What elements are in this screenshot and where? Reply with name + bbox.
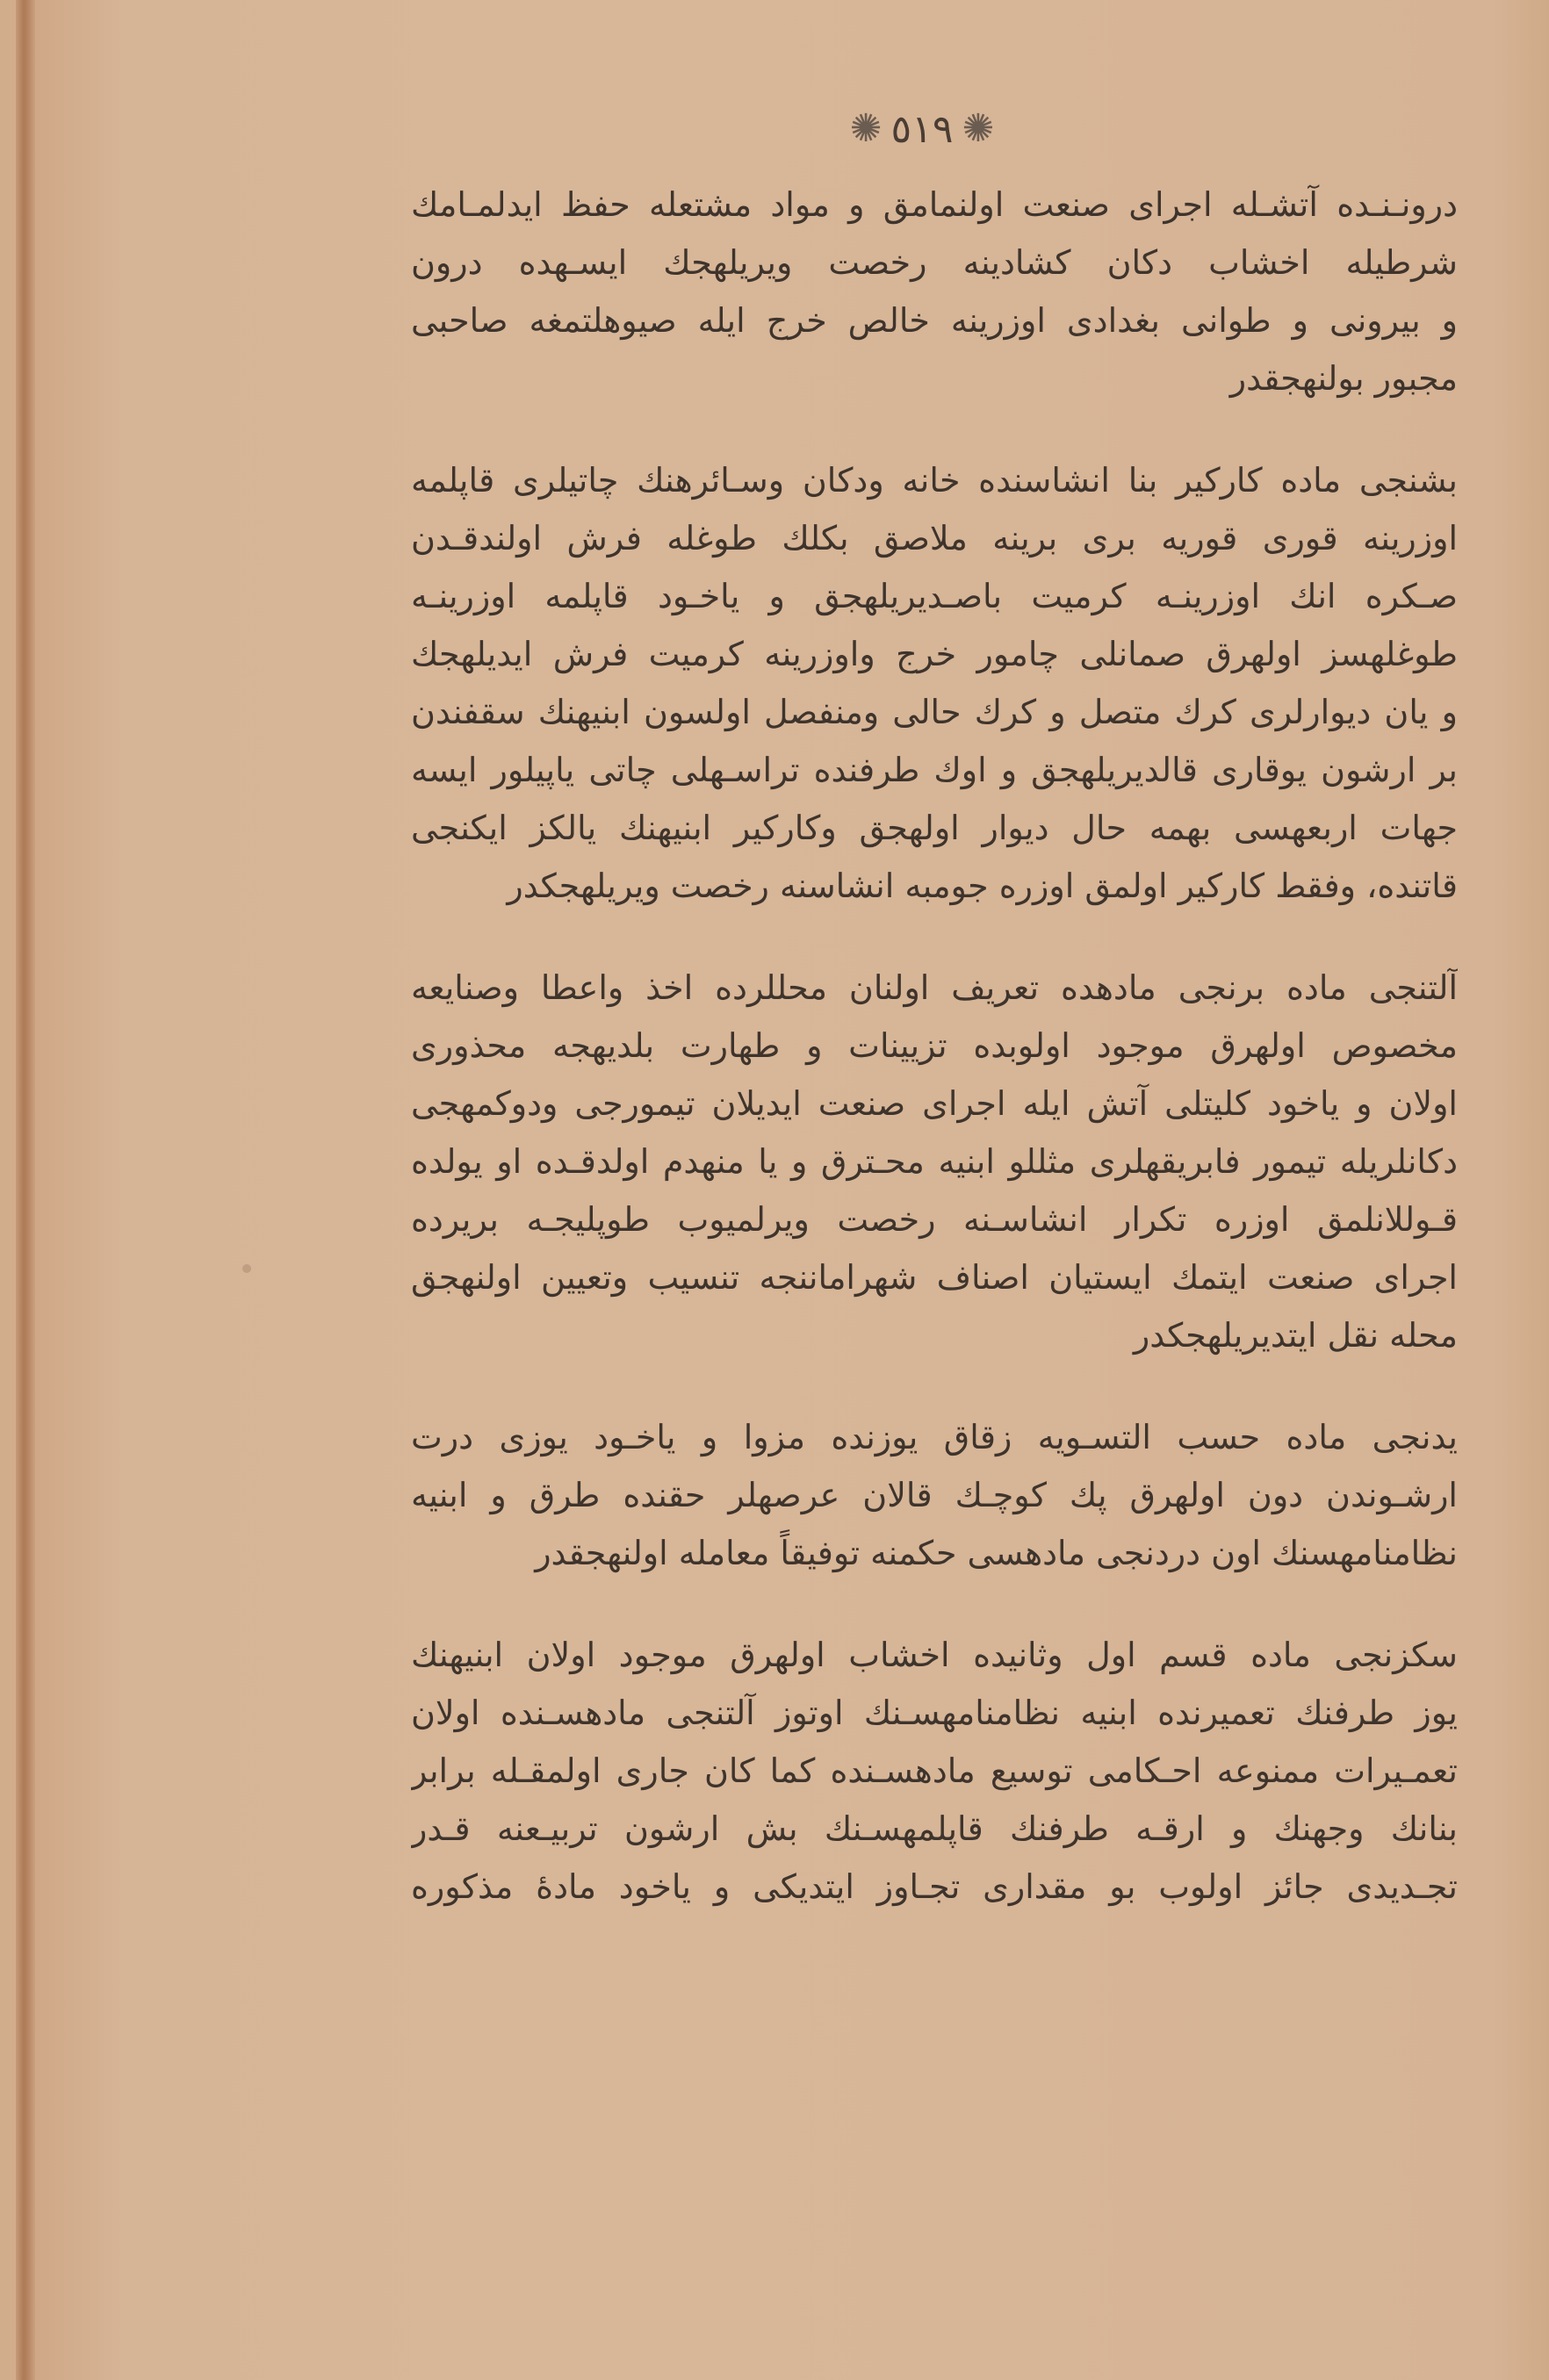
ornament-left-icon: ✺ [849, 106, 883, 151]
text-line: جهات اربعهسی بهمه حال دیوار اولهجق وکارکیر ابنیهنك یالکز ایکنجی [411, 809, 1458, 847]
text-line: ارشـوندن دون اولهرق پك کوچـك قالان عرصهلر حقنده طرق و ابنیه [411, 1476, 1458, 1514]
page-number: ٥١٩ [890, 106, 954, 152]
text-line: نظامنامهسنك اون دردنجی مادهسی حکمنه توفیقاً معامله اولنهجقدر [535, 1534, 1458, 1572]
text-line: اوزرینه قوری قوریه بری برینه ملاصق بکلك طوغله فرش اولندقـدن [411, 519, 1458, 557]
text-line: مجبور بولنهجقدر [1229, 359, 1458, 398]
text-line: بشنجی ماده کارکیر بنا انشاسنده خانه ودکان وسـائرهنك چاتیلری قاپلمه [411, 461, 1458, 500]
page-number-header [839, 98, 1005, 160]
text-line: دکانلریله تیمور فابریقهلری مثللو ابنیه محـترق و یا منهدم اولدقـده او یولده [411, 1142, 1458, 1181]
text-line: صـکره انك اوزرینـه کرمیت باصـدیریلهجق و یاخـود قاپلمه اوزرینـه [411, 577, 1458, 615]
text-line: و بیرونی و طوانی بغدادی اوزرینه خالص خرج ایله صیوهلتمغه صاحبی [411, 301, 1458, 340]
body-text [411, 176, 1458, 1959]
ornament-right-icon: ✺ [962, 106, 995, 151]
article-6 [411, 959, 1458, 1364]
text-line: آلتنجی ماده برنجی مادهده تعریف اولنان محللرده اخذ واعطا وصنایعه [411, 968, 1458, 1007]
page-edge [0, 0, 16, 2380]
text-line: اجرای صنعت ایتمك ایستیان اصناف شهراماننجه تنسیب وتعیین اولنهجق [411, 1258, 1458, 1297]
text-line: و یان دیوارلری کرك متصل و کرك حالی ومنفصل اولسون ابنیهنك سقفندن [411, 693, 1458, 731]
text-line: محله نقل ایتدیریلهجکدر [1133, 1316, 1458, 1355]
text-line: سکزنجی ماده قسم اول وثانیده اخشاب اولهرق موجود اولان ابنیهنك [411, 1636, 1458, 1674]
text-line: اولان و یاخود کلیتلی آتش ایله اجرای صنعت ایدیلان تیمورجی ودوکمهجی [411, 1084, 1458, 1123]
book-spine-shadow [16, 0, 35, 2380]
text-line: تجـدیدی جائز اولوب بو مقداری تجـاوز ایتدیکی و یاخود مادهٔ مذکوره [411, 1867, 1458, 1906]
text-line: بنانك وجهنك و ارقـه طرفنك قاپلمهسـنك بش ارشون تربیـعنه قـدر [411, 1809, 1458, 1848]
text-line: تعمـیرات ممنوعه احـکامی توسیع مادهسـنده کما کان جاری اولمقـله برابر [411, 1751, 1458, 1790]
article-8 [411, 1626, 1458, 1916]
article-7 [411, 1408, 1458, 1582]
text-line: یوز طرفنك تعمیرنده ابنیه نظامنامهسـنك اوتوز آلتنجی مادهسـنده اولان [411, 1693, 1458, 1732]
article-5 [411, 451, 1458, 915]
text-line: شرطیله اخشاب دکان کشادینه رخصت ویریلهجك ایسـهده درون [411, 243, 1458, 282]
text-line: قاتنده، وفقط کارکیر اولمق اوزره جومبه انشاسنه رخصت ویریلهجکدر [507, 866, 1458, 905]
text-line: بر ارشون یوقاری قالدیریلهجق و اوك طرفنده تراسـهلی چاتی یاپیلور ایسه [411, 751, 1458, 789]
text-line: یدنجی ماده حسب التسـویه زقاق یوزنده مزوا و یاخـود یوزی درت [411, 1418, 1458, 1456]
paper-spot [242, 1264, 251, 1273]
paragraph-continuation [411, 176, 1458, 407]
text-line: مخصوص اولهرق موجود اولوبده تزیینات و طهارت بلدیهجه محذوری [411, 1026, 1458, 1065]
text-line: درونـنـده آتشـله اجرای صنعت اولنمامق و مواد مشتعله حفظ ایدلمـامك [411, 185, 1458, 224]
text-line: قـوللانلمق اوزره تکرار انشاسـنه رخصت ویرلمیوب طوپلیجـه بریرده [411, 1200, 1458, 1239]
text-line: طوغلهسز اولهرق صمانلی چامور خرج واوزرینه کرمیت فرش ایدیلهجك [411, 635, 1458, 673]
